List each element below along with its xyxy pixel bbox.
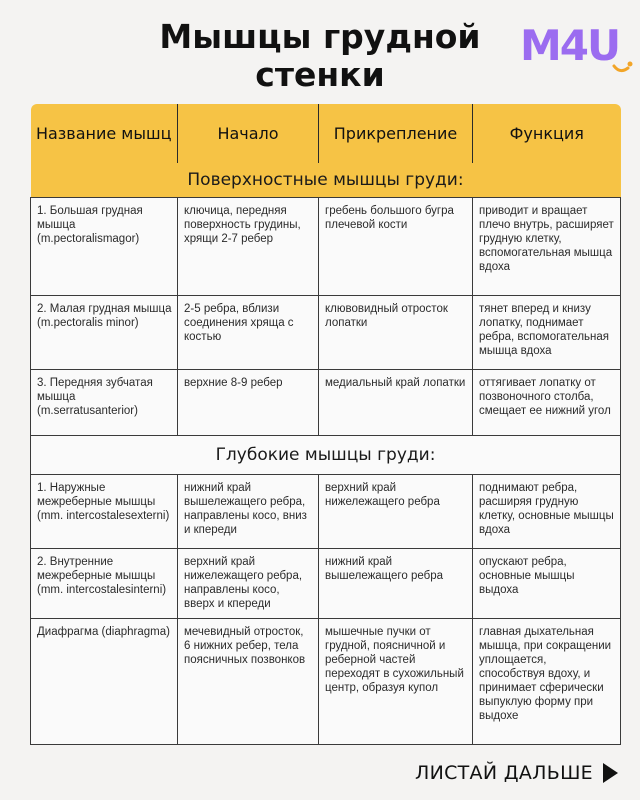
next-page-label: ЛИСТАЙ ДАЛЬШЕ — [414, 762, 593, 784]
insertion-cell: мышечные пучки от грудной, поясничной и реберной частей переходят в сухожильный центр, образуя купол — [319, 619, 473, 745]
logo-text: M4U — [520, 21, 620, 70]
page-title-line-2: стенки — [255, 55, 385, 94]
function-cell: тянет вперед и книзу лопатку, поднимает ребра, вспомогательная мышца вдоха — [473, 296, 621, 370]
section-row-superficial — [31, 163, 621, 198]
muscles-table-container — [30, 104, 620, 745]
origin-cell: верхние 8-9 ребер — [178, 370, 319, 436]
section-row-deep — [31, 436, 621, 475]
table-row — [31, 370, 621, 436]
origin-cell: мечевидный отросток, 6 нижних ребер, тела поясничных позвонков — [178, 619, 319, 745]
logo-dot-icon — [628, 62, 633, 67]
insertion-cell: медиальный край лопатки — [319, 370, 473, 436]
origin-cell: нижний край вышележащего ребра, направлены косо, вниз и кпереди — [178, 475, 319, 549]
origin-cell: верхний край нижележащего ребра, направлены косо, вверх и кпереди — [178, 549, 319, 619]
function-cell: главная дыхательная мышца, при сокращении уплощается, способствуя вдоху, и принимает сферически выпуклую форму при выдохе — [473, 619, 621, 745]
page-title-line-1: Мышцы грудной — [159, 17, 481, 56]
muscle-name-cell: Диафрагма (diaphragma) — [31, 619, 178, 745]
muscle-name-cell: 1. Наружные межреберные мышцы (mm. intercostalesexterni) — [31, 475, 178, 549]
muscle-name-cell: 2. Малая грудная мышца (m.pectoralis minor) — [31, 296, 178, 370]
table-row — [31, 296, 621, 370]
function-cell: оттягивает лопатку от позвоночного столба, смещает ее нижний угол — [473, 370, 621, 436]
function-cell: опускают ребра, основные мышцы выдоха — [473, 549, 621, 619]
section-title-superficial: Поверхностные мышцы груди: — [31, 163, 621, 198]
column-header-function: Функция — [473, 104, 621, 163]
table-row — [31, 619, 621, 745]
table-row — [31, 549, 621, 619]
column-header-origin: Начало — [178, 104, 319, 163]
section-title-deep: Глубокие мышцы груди: — [31, 436, 621, 475]
insertion-cell: гребень большого бугра плечевой кости — [319, 198, 473, 296]
function-cell: приводит и вращает плечо внутрь, расширяет грудную клетку, вспомогательная мышца вдоха — [473, 198, 621, 296]
origin-cell: 2-5 ребра, вблизи соединения хряща с костью — [178, 296, 319, 370]
logo-accent-icon — [614, 66, 628, 71]
column-header-insertion: Прикрепление — [319, 104, 473, 163]
muscle-name-cell: 3. Передняя зубчатая мышца (m.serratusanterior) — [31, 370, 178, 436]
muscles-table — [30, 104, 621, 745]
muscle-name-cell: 2. Внутренние межреберные мышцы (mm. intercostalesinterni) — [31, 549, 178, 619]
m4u-logo — [518, 14, 638, 74]
insertion-cell: нижний край вышележащего ребра — [319, 549, 473, 619]
table-row — [31, 198, 621, 296]
insertion-cell: верхний край нижележащего ребра — [319, 475, 473, 549]
table-header-row — [31, 104, 621, 163]
function-cell: поднимают ребра, расширяя грудную клетку, основные мышцы вдоха — [473, 475, 621, 549]
next-page-link[interactable] — [415, 762, 618, 784]
play-arrow-icon — [603, 763, 618, 783]
column-header-name: Название мышц — [31, 104, 178, 163]
muscle-name-cell: 1. Большая грудная мышца (m.pectoralismagor) — [31, 198, 178, 296]
origin-cell: ключица, передняя поверхность грудины, хрящи 2-7 ребер — [178, 198, 319, 296]
insertion-cell: клювовидный отросток лопатки — [319, 296, 473, 370]
table-row — [31, 475, 621, 549]
